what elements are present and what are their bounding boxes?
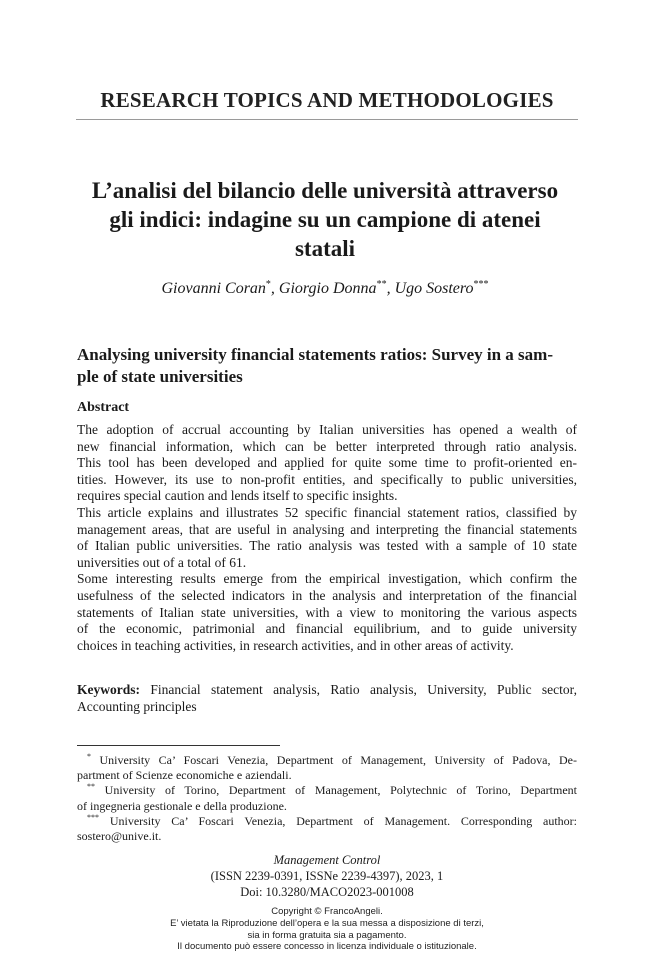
english-title	[77, 344, 577, 388]
author-list	[60, 280, 590, 298]
english-title-line: ple of state universities	[77, 367, 243, 386]
abstract-line: Some interesting results emerge from the empirical investigation, which confirm the	[77, 571, 577, 587]
footnote-text: University Ca’ Foscari Venezia, Department of Management. Corresponding author:	[109, 813, 578, 828]
copyright-line: Il documento può essere concesso in licenza individuale o istituzionale.	[177, 941, 477, 953]
abstract-line: choices in teaching activities, in research activities, and in other areas of activity.	[77, 637, 514, 653]
author-separator: ,	[386, 280, 395, 297]
author-footnote-mark: *	[265, 279, 271, 290]
english-title-line: Analysing university financial statements ratios: Survey in a sam-	[77, 345, 553, 364]
author-name: Ugo Sostero	[394, 280, 474, 297]
journal-name: Management Control	[273, 853, 381, 867]
journal-line	[77, 852, 577, 884]
copyright-notice	[77, 906, 577, 953]
abstract-line: management areas, that are useful in analysing and interpreting the financial statements	[77, 521, 577, 537]
footnote-mark: **	[87, 782, 95, 792]
abstract-line: usefulness of the selected indicators in the analysis and interpretation of the financial	[77, 587, 577, 603]
abstract-line: of the economic, patrimonial and financial equilibrium, and to guide university	[77, 621, 577, 637]
journal-details: (ISSN 2239-0391, ISSNe 2239-4397), 2023, 1	[210, 869, 444, 883]
abstract-line: universities out of a total of 61.	[77, 554, 247, 570]
article-title-line: statali	[294, 236, 356, 261]
footnote-divider	[77, 745, 280, 746]
keywords	[77, 681, 577, 715]
abstract-line: new financial information, which can be better interpreted through ratio analysis.	[77, 438, 577, 454]
copyright-line: E’ vietata la Riproduzione dell’opera e la sua messa a disposizione di terzi,	[170, 917, 484, 929]
abstract-line: This article explains and illustrates 52 specific financial statement ratios, classified by	[77, 504, 577, 520]
author-name: Giorgio Donna	[278, 280, 377, 297]
article-title-line: L’analisi del bilancio delle università attraverso	[91, 178, 559, 203]
keywords-text: Financial statement analysis, Ratio analysis, University, Public sector,	[150, 682, 577, 697]
abstract-body	[77, 422, 577, 654]
author-separator: ,	[270, 280, 279, 297]
footnote-line	[77, 814, 577, 829]
abstract-line: requires special caution and lends itself to specific insights.	[77, 488, 398, 504]
keywords-line: Accounting principles	[77, 699, 197, 714]
keywords-label: Keywords:	[77, 682, 140, 697]
footnote-mark: *	[87, 752, 91, 761]
footnote-line: sostero@unive.it.	[77, 829, 162, 844]
abstract-line: statements of Italian state universities, with a view to monitoring the various aspects	[77, 604, 577, 620]
footnote-line: of ingegneria gestionale e della produzione.	[77, 798, 287, 813]
author-footnote-mark: ***	[473, 279, 489, 290]
copyright-line: Copyright © FrancoAngeli.	[271, 906, 383, 917]
footnote-text: University Ca’ Foscari Venezia, Department of Management, University of Padova, De-	[99, 753, 578, 767]
journal-citation	[77, 852, 577, 900]
journal-doi: Doi: 10.3280/MACO2023-001008	[240, 885, 414, 899]
copyright-line: sia in forma gratuita sia a pagamento.	[247, 929, 407, 941]
footnote-mark: ***	[87, 812, 99, 822]
abstract-line: This tool has been developed and applied for quite some time to profit-oriented en-	[77, 455, 577, 471]
footnote-line	[77, 783, 577, 798]
article-title-line: gli indici: indagine su un campione di atenei	[109, 207, 541, 232]
section-header: RESEARCH TOPICS AND METHODOLOGIES	[76, 88, 578, 120]
author-name: Giovanni Coran	[161, 280, 266, 297]
footnote-text: University of Torino, Department of Management, Polytechnic of Torino, Department	[104, 783, 577, 798]
footnotes	[77, 753, 577, 844]
abstract-heading: Abstract	[77, 400, 130, 415]
footnote-line: partment of Scienze economiche e aziendali.	[77, 768, 292, 783]
abstract-line: tities. However, its use to non-profit entities, and specifically to public universities,	[77, 471, 577, 487]
author-footnote-mark: **	[376, 279, 387, 290]
abstract-line: The adoption of accrual accounting by Italian universities has opened a wealth of	[77, 422, 577, 437]
article-title	[70, 176, 580, 263]
keywords-line	[77, 681, 577, 698]
abstract-line: of Italian public universities. The ratio analysis was tested with a sample of 10 state	[77, 538, 577, 554]
footnote-line	[77, 753, 577, 768]
